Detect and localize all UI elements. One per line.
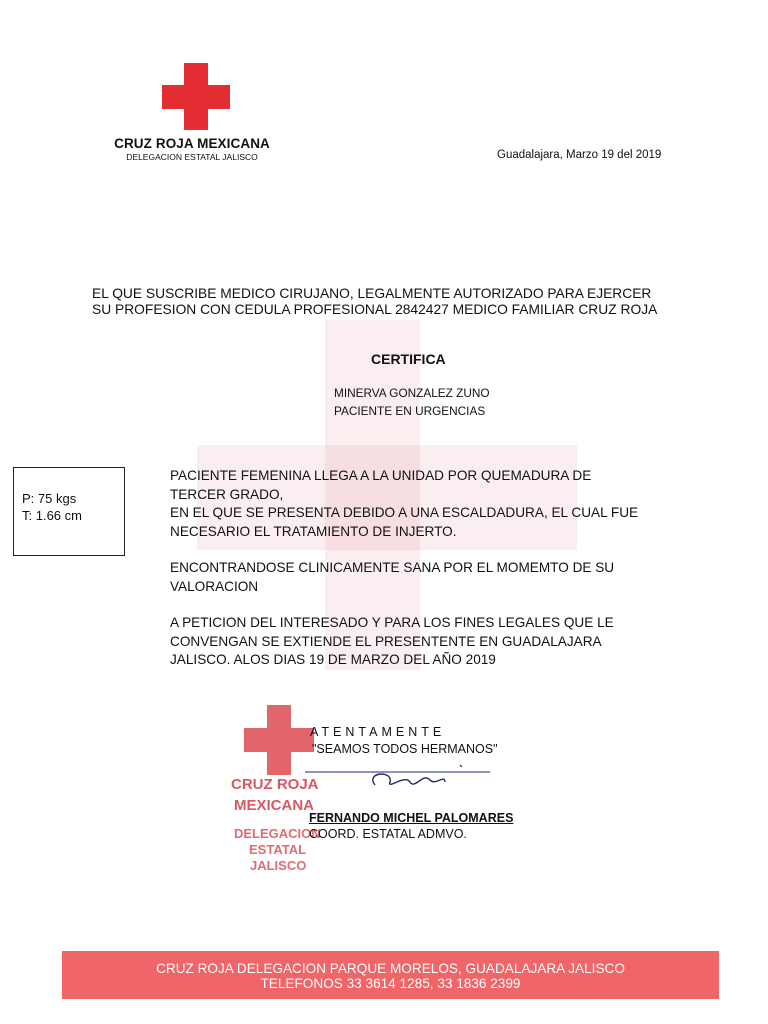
stamp-cross-icon (244, 705, 314, 775)
body-paragraph (170, 467, 670, 541)
body-line: TERCER GRADO, (170, 486, 284, 502)
footer-banner (62, 951, 719, 999)
body-paragraph (170, 559, 670, 596)
stamp-line: JALISCO (250, 858, 307, 873)
intro-statement (92, 286, 682, 318)
footer-phones: TELEFONOS 33 3614 1285, 33 1836 2399 (260, 976, 521, 991)
stamp-line: ESTATAL (249, 842, 307, 857)
vitals-weight: P: 75 kgs (22, 491, 77, 506)
stamp-line: CRUZ ROJA (231, 776, 319, 793)
vitals-height: T: 1.66 cm (22, 508, 82, 523)
body-line: A PETICION DEL INTERESADO Y PARA LOS FINES LEGALES QUE LE (170, 615, 614, 630)
intro-line: SU PROFESION CON CEDULA PROFESIONAL 2842427 MEDICO FAMILIAR CRUZ ROJA (92, 302, 658, 317)
org-subtitle: DELEGACION ESTATAL JALISCO (126, 152, 258, 162)
patient-status: PACIENTE EN URGENCIAS (334, 404, 486, 418)
org-name: CRUZ ROJA MEXICANA (114, 136, 270, 151)
body-line: CONVENGAN SE EXTIENDE EL PRESENTENTE EN GUADALAJARA (170, 633, 602, 649)
body-line: JALISCO. ALOS DIAS 19 DE MARZO DEL AÑO 2019 (170, 652, 496, 667)
certificate-title: CERTIFICA (371, 351, 446, 367)
patient-info (334, 384, 490, 420)
body-paragraph (170, 614, 670, 670)
vitals (22, 490, 82, 524)
document-date: Guadalajara, Marzo 19 del 2019 (497, 149, 662, 161)
red-cross-logo-icon (162, 63, 230, 130)
patient-name: MINERVA GONZALEZ ZUNO (334, 386, 490, 400)
signature-icon (305, 760, 505, 810)
body-line: ENCONTRANDOSE CLINICAMENTE SANA POR EL MOMEMTO DE SU (170, 560, 615, 575)
body-line: PACIENTE FEMENINA LLEGA A LA UNIDAD POR QUEMADURA DE (170, 468, 592, 483)
signer-name: FERNANDO MICHEL PALOMARES (309, 811, 514, 825)
body-line: EN EL QUE SE PRESENTA DEBIDO A UNA ESCALDADURA, EL CUAL FUE (170, 505, 639, 520)
stamp-line: MEXICANA (234, 797, 315, 814)
signer-role: COORD. ESTATAL ADMVO. (309, 827, 467, 841)
body-line: VALORACION (170, 578, 259, 594)
closing: ATENTAMENTE (310, 725, 446, 739)
motto: "SEAMOS TODOS HERMANOS" (312, 742, 498, 756)
certificate-body (170, 467, 670, 688)
intro-line: EL QUE SUSCRIBE MEDICO CIRUJANO, LEGALMENTE AUTORIZADO PARA EJERCER (92, 286, 652, 301)
body-line: NECESARIO EL TRATAMIENTO DE INJERTO. (170, 523, 457, 539)
footer-address: CRUZ ROJA DELEGACION PARQUE MORELOS, GUADALAJARA JALISCO (156, 961, 625, 976)
stamp-line: DELEGACION (234, 826, 321, 841)
